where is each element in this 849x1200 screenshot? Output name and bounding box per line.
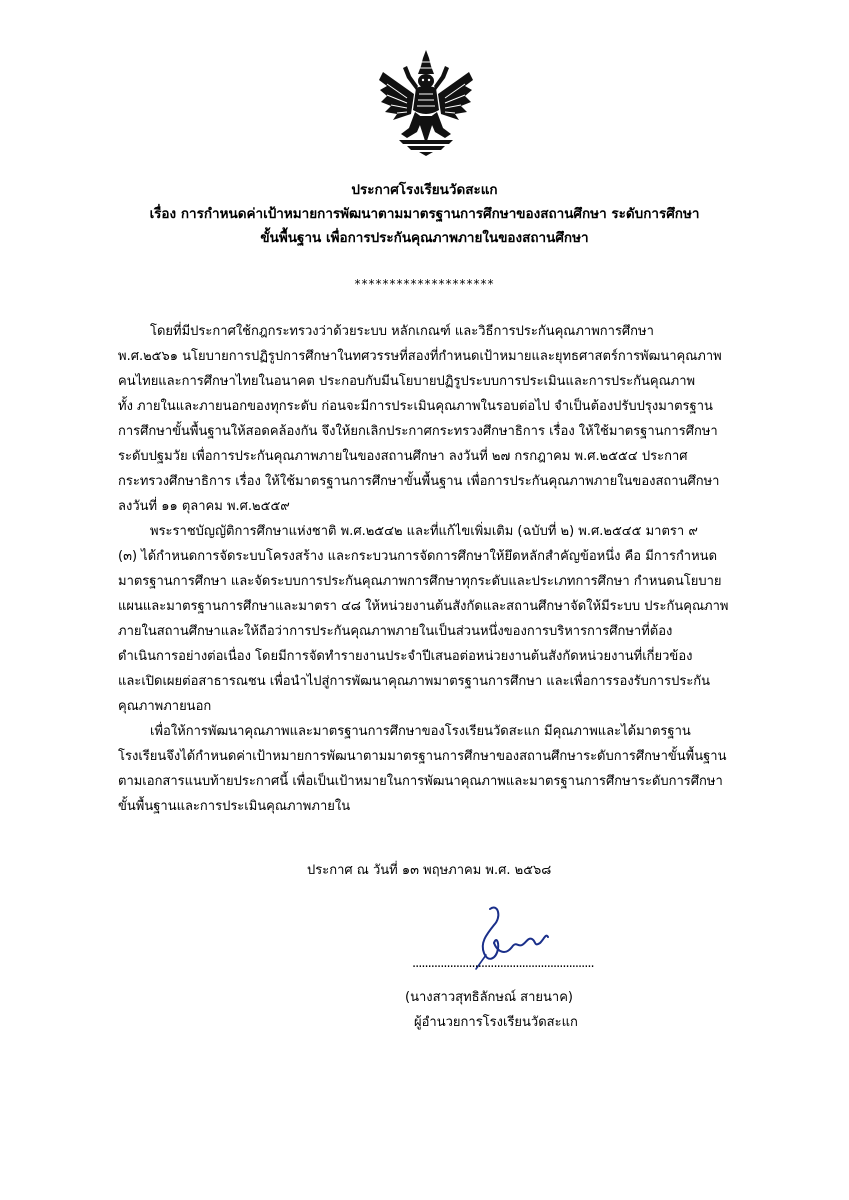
body-line: ขั้นพื้นฐานและการประเมินคุณภาพภายใน: [118, 799, 351, 814]
body-line: มาตรฐานการศึกษา และจัดระบบการประกันคุณภาพการศึกษาทุกระดับและประเภทการศึกษา กำหนดนโยบาย: [118, 574, 722, 589]
signatory-name: (นางสาวสุทธิลักษณ์ สายนาค): [405, 990, 573, 1005]
body-line: และเปิดเผยต่อสาธารณชน เพื่อนำไปสู่การพัฒนาคุณภาพมาตรฐานการศึกษา และเพื่อการรองรับการประกัน: [118, 674, 711, 689]
body-line: พระราชบัญญัติการศึกษาแห่งชาติ พ.ศ.๒๕๔๒ และที่แก้ไขเพิ่มเติม (ฉบับที่ ๒) พ.ศ.๒๕๔๕ มาตรา ๙: [150, 524, 698, 539]
announcement-subject-line-2: ขั้นพื้นฐาน เพื่อการประกันคุณภาพภายในของสถานศึกษา: [260, 230, 589, 246]
body-line: ดำเนินการอย่างต่อเนื่อง โดยมีการจัดทำรายงานประจำปีเสนอต่อหน่วยงานต้นสังกัดหน่วยงานที่เกี่ยวข้อง: [118, 649, 693, 664]
body-line: ตามเอกสารแนบท้ายประกาศนี้ เพื่อเป็นเป้าหมายในการพัฒนาคุณภาพและมาตรฐานการศึกษาระดับการศึกษา: [118, 774, 723, 789]
body-line: โดยที่มีประกาศใช้กฎกระทรวงว่าด้วยระบบ หลักเกณฑ์ และวิธีการประกันคุณภาพการศึกษา: [150, 324, 654, 339]
garuda-emblem-icon: [377, 48, 475, 156]
announcement-subject-line-1: เรื่อง การกำหนดค่าเป้าหมายการพัฒนาตามมาตรฐานการศึกษาของสถานศึกษา ระดับการศึกษา: [149, 206, 700, 222]
body-line: เพื่อให้การพัฒนาคุณภาพและมาตรฐานการศึกษาของโรงเรียนวัดสะแก มีคุณภาพและได้มาตรฐาน: [150, 724, 691, 739]
body-line: ระดับปฐมวัย เพื่อการประกันคุณภาพภายในของสถานศึกษา ลงวันที่ ๒๗ กรกฎาคม พ.ศ.๒๕๕๔ ประกาศ: [118, 449, 688, 464]
body-line: ลงวันที่ ๑๑ ตุลาคม พ.ศ.๒๕๕๙: [118, 499, 290, 514]
signature-line: ..........................................................: [412, 956, 594, 971]
body-line: คนไทยและการศึกษาไทยในอนาคต ประกอบกับมีนโยบายปฏิรูประบบการประเมินและการประกันคุณภาพ: [118, 374, 696, 389]
signatory-position: ผู้อำนวยการโรงเรียนวัดสะแก: [414, 1015, 578, 1030]
body-line: (๓) ได้กำหนดการจัดระบบโครงสร้าง และกระบวนการจัดการศึกษาให้ยึดหลักสำคัญข้อหนึ่ง คือ มีการกำหนด: [118, 549, 718, 564]
body-line: แผนและมาตรฐานการศึกษาและมาตรา ๔๘ ให้หน่วยงานต้นสังกัดและสถานศึกษาจัดให้มีระบบ ประกันคุณภาพ: [118, 599, 729, 614]
body-line: ทั้ง ภายในและภายนอกของทุกระดับ ก่อนจะมีการประเมินคุณภาพในรอบต่อไป จำเป็นต้องปรับปรุงมาตรฐาน: [118, 399, 713, 414]
date-line: ประกาศ ณ วันที่ ๑๓ พฤษภาคม พ.ศ. ๒๕๖๘: [307, 863, 552, 878]
body-line: กระทรวงศึกษาธิการ เรื่อง ให้ใช้มาตรฐานการศึกษาขั้นพื้นฐาน เพื่อการประกันคุณภาพภายในของสถานศึกษา: [118, 474, 720, 489]
body-line: พ.ศ.๒๕๖๑ นโยบายการปฏิรูปการศึกษาในทศวรรษที่สองที่กำหนดเป้าหมายและยุทธศาสตร์การพัฒนาคุณภาพ: [118, 349, 722, 364]
body-line: ภายในสถานศึกษาและให้ถือว่าการประกันคุณภาพภายในเป็นส่วนหนึ่งของการบริหารการศึกษาที่ต้อง: [118, 624, 673, 639]
body-line: คุณภาพภายนอก: [118, 699, 212, 714]
announcement-title: ประกาศโรงเรียนวัดสะแก: [351, 182, 498, 198]
body-line: โรงเรียนจึงได้กำหนดค่าเป้าหมายการพัฒนาตามมาตรฐานการศึกษาของสถานศึกษาระดับการศึกษาขั้นพื้นฐาน: [118, 749, 727, 764]
body-line: การศึกษาขั้นพื้นฐานให้สอดคล้องกัน จึงให้ยกเลิกประกาศกระทรวงศึกษาธิการ เรื่อง ให้ใช้มาตรฐานการศึกษา: [118, 424, 718, 439]
separator: ********************: [354, 277, 495, 291]
